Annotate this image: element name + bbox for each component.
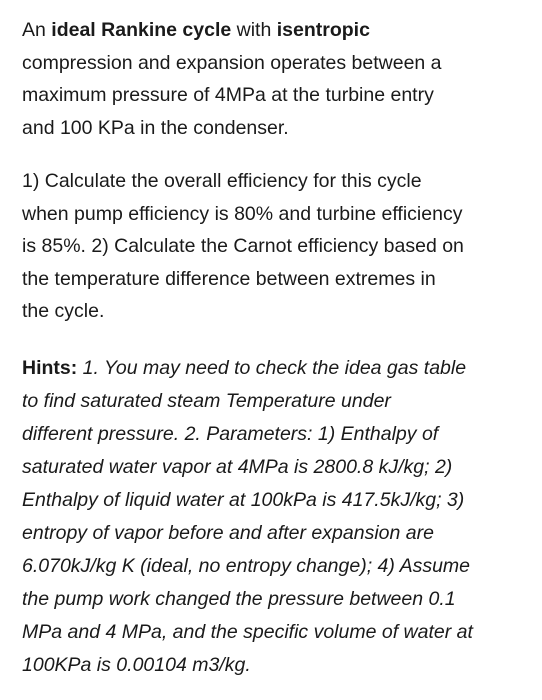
hints-text: 1. You may need to check the idea gas table [77, 356, 467, 379]
hints-line-4: saturated water vapor at 4MPa is 2800.8 kJ/kg; 2) [22, 455, 453, 478]
intro-text: with [231, 19, 277, 41]
hints-line-3: different pressure. 2. Parameters: 1) Enthalpy of [22, 422, 439, 445]
hints-paragraph [22, 352, 522, 682]
hints-line-10: 100KPa is 0.00104 m3/kg. [22, 653, 251, 676]
intro-bold-term: isentropic [276, 19, 370, 41]
hints-label: Hints: [22, 356, 78, 379]
question-line-1: 1) Calculate the overall efficiency for this cycle [22, 170, 422, 192]
intro-line-4: and 100 KPa in the condenser. [22, 116, 289, 139]
intro-line-1 [22, 14, 522, 47]
hints-line-5: Enthalpy of liquid water at 100kPa is 417.5kJ/kg; 3) [22, 488, 465, 511]
intro-line-3: maximum pressure of 4MPa at the turbine entry [22, 84, 434, 106]
hints-line-2: to find saturated steam Temperature under [22, 389, 391, 412]
question-line-2: when pump efficiency is 80% and turbine efficiency [22, 202, 463, 225]
hints-line-9: MPa and 4 MPa, and the specific volume of water at [22, 620, 473, 643]
questions-paragraph [22, 165, 522, 328]
intro-text: An [22, 19, 52, 41]
problem-document [22, 14, 522, 682]
intro-line-2: compression and expansion operates between a [22, 51, 442, 74]
hints-line-8: the pump work changed the pressure between 0.1 [22, 587, 456, 610]
intro-bold-term: ideal Rankine cycle [51, 19, 232, 41]
hints-line-7: 6.070kJ/kg K (ideal, no entropy change); 4) Assume [22, 554, 471, 577]
question-line-3: is 85%. 2) Calculate the Carnot efficiency based on [22, 235, 464, 257]
question-line-5: the cycle. [22, 300, 105, 322]
hints-line-6: entropy of vapor before and after expansion are [22, 521, 434, 544]
hints-line-1 [22, 352, 522, 385]
intro-paragraph [22, 14, 522, 144]
question-line-4: the temperature difference between extremes in [22, 267, 436, 290]
